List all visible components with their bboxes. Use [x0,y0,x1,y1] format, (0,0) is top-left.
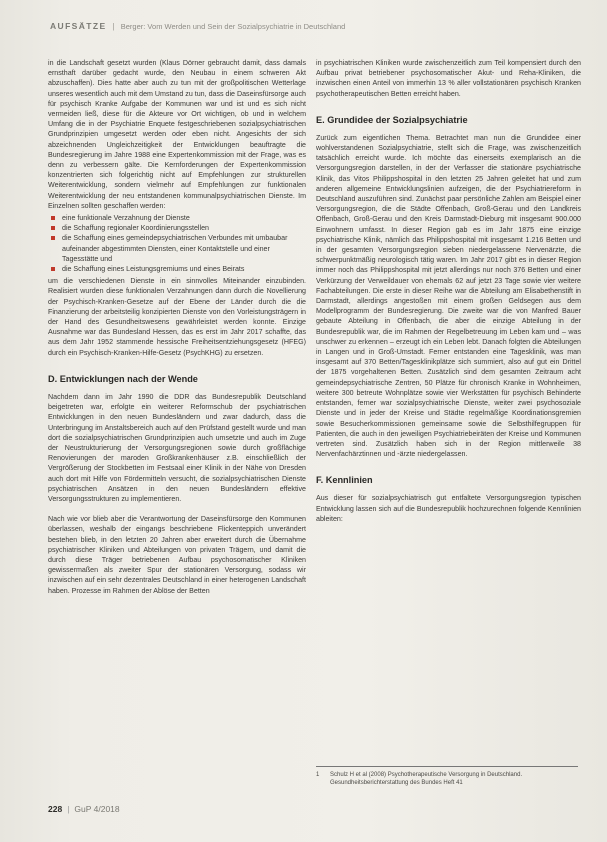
running-title: Berger: Vom Werden und Sein der Sozialpsychiatrie in Deutschland [120,22,346,31]
bullet-item: die Schaffung eines gemeindepsychiatrischen Verbundes mit umbaubar aufeinander abgestimmten Diensten, einer Kontaktstelle und einer Tagesstätte und [48,233,306,264]
left-column [48,58,306,596]
paragraph: in die Landschaft gesetzt wurden (Klaus Dörner gebraucht damit, dass damals ernsthaft darüber gedacht wurde, den Neubau in einem schweren Akt abzuschaffen). Dies hatte aber auch zu tun mit der großpolitischen Wetterlage unseres wesentlich auch mit dem Umstand zu tun, dass die Daseinsfürsorge auch für psychisch Kranke Aufgabe der Kommunen war und ist und es sich nicht vermeiden ließ, diese für die Akteure vor Ort wichtigen, ob und in welchem Umfang die in der Psychiatrie Enquete festgeschriebenen sozialpsychiatrischen Grundprinzipien umgesetzt werden oder eben nicht. Angesichts der sich abzeichnenden Ungleichzeitigkeit der Entwicklungen beauftragte die Bundesregierung im Jahre 1988 eine Expertenkommission mit der Frage, was es denn zu verbessern gälte. Die Kernforderungen der Expertenkommission konzentrierten sich folgerichtig nicht auf Empfehlungen zur strukturellen Weiterentwicklung, sondern vielmehr auf Empfehlungen zur funktionalen Weiterentwicklung der neu entstandenen kommunalpsychiatrischen Dienste. Im Einzelnen sollten geschaffen werden: [48,59,306,210]
page-number: 228 [48,804,63,814]
footnote-number: 1 [316,772,320,778]
paragraph: um die verschiedenen Dienste in ein sinnvolles Miteinander einzubinden. Realisiert wurden diese funktionalen Verzahnungen dann durch die Novellierung der Psychisch-Kranken-Gesetze auf der Ebene der Länder durch die die Finanzierung der arbeitsteilig konzipierten Dienste von den Vorleistungsträgern in der Hand des Gesundheitswesens gewährleistet werden konnte. Einzige Ausnahme war das Bundesland Hessen, das es erst im Jahr 2017 schaffte, das aus dem Jahr 1952 stammende hessische Freiheitsentziehungsgesetz (HFEG) durch ein Psychisch-Kranken-Hilfe-Gesetz (PsychKHG) zu ersetzen. [48,277,306,357]
journal-issue: GuP 4/2018 [74,804,120,814]
paragraph: in psychiatrischen Kliniken wurde zwischenzeitlich zum Teil kompensiert durch den Aufbau privat betriebener psychosomatischer Akut- und Reha-Kliniken, die inzwischen einen Anteil von immerhin 13 % aller vollstationären psychisch Kranken psychotherapeutischen Betten erreicht haben. [316,59,581,98]
footnote-text: Schulz H et al (2008) Psychotherapeutische Versorgung in Deutschland. Gesundheitsberichterstattung des Bundes Heft 41 [330,772,523,786]
footnote [316,771,578,787]
paragraph: Nach wie vor blieb aber die Verantwortung der Daseinsfürsorge den Kommunen überlassen, weshalb der eingangs beschriebene Flickenteppich unverändert bestehen blieb, in den letzten 20 Jahren aber erweitert durch die Übernahme psychiatrischer Kliniken und Abteilungen von privaten Trägern, und damit die durch diese Träger betriebenen Aufbau psychosomatischer Kliniken gewissermaßen als zweiter Spur der stationären Versorgung, sodass wir inzwischen auf ein sehr dezentrales Deutschland in einer heterogenen Landschaft haben. Prozesse im Rahmen der Ablöse der Betten [48,515,306,595]
paragraph: Zurück zum eigentlichen Thema. Betrachtet man nun die Grundidee einer wohlverstandenen Sozialpsychiatrie, stellt sich die Frage, was zwischenzeitlich tatsächlich erreicht wurde. Ich möchte das einerseits exemplarisch an die Versorgungsregion darstellen, in der der Verfasser die stationäre psychiatrische Klinik, das Vitos Philippshospital in den letzten 25 Jahren geleitet hat und zum anderen allgemeine Entwicklungslinien aufzeigen, die der Psychiatriereform in Deutschland auszuführen sind. Zunächst paar persönliche Zahlen am Beispiel einer Versorgungsregion, die die Städte Offenbach, Groß-Gerau und den Landkreis Offenbach, Groß-Gerau und den Kreis Darmstadt-Dieburg mit insgesamt 900.000 Einwohnern umfasst. In dieser Region gab es im Jahr 1875 eine einzige psychiatrische Klinik, nämlich das Philippshospital mit insgesamt 1.216 Betten und in der gesamten Versorgungsregion sieben niedergelassene Nervenärzte, die schwerpunktmäßig neurologisch tätig waren. Im Jahr 2017 gibt es in dieser Region immer noch das Philippshospital mit jetzt allerdings nur noch 376 Betten und einer Verkürzung der Verweildauer von ehemals 62 auf jetzt 23 Tage sowie vier weitere Fachabteilungen. Die erste in dieser Reihe war die Abteilung am Elisabethenstift in Darmstadt, allerdings angestoßen mit einem großen Geldsegen aus dem Modellprogramm der Bundesregierung. Die zweite war die von Manfred Bauer gebaute Abteilung in Offenbach, die aber die einzige Abteilung in der Bundesrepublik war, die im Rahmen der Regelbetreuung im Leben kam und – was unschwer zu erkennen – erzeugt ich ein Leben lebt. Danach folgten die Abteilungen in Langen und in Groß-Umstadt. Ferner entstanden eine Tagesklinik, was man insgesamt auf 370 Betten/Tagesklinikplätze sich summiert, also auf gut ein Drittel der 1875 vorgehaltenen Betten. Zusätzlich sind dem gesamten Zeitraum acht gemeindepsychiatrische Zentren, 50 Plätze für chronisch Kranke in Wohnheimen, weitere 300 betreute Wohnplätze sowie vier Werkstätten für psychisch Behinderte entstanden, ferner war sozialpsychiatrische Dienste, weiter zwei psychosoziale Dienste und in jeder der Kreise und Städte regelmäßige Koordinationsgremien sowie Besucherkommissionen gemeinsame sowie die Selbsthilfegruppen für Patienten, die auch in den jeweiligen Psychiatriebeiräten der Kreise und Kommunen vertreten sind. Zusätzlich haben sich in der Region mittlerweile 38 Nervenfachärztinnen und -ärzte niedergelassen. [316,133,581,459]
bullet-item: die Schaffung regionaler Koordinierungsstellen [48,223,306,233]
section-heading-f: F. Kennlinien [316,475,373,486]
paragraph: Aus dieser für sozialpsychiatrisch gut entfaltete Versorgungsregion typischen Entwicklung lassen sich auf die Bundesrepublik hochzurechnen folgende Kennlinien ableiten: [316,494,581,523]
bullet-item: die Schaffung eines Leistungsgremiums und eines Beirats [48,264,306,274]
paragraph: Nachdem dann im Jahr 1990 die DDR das Bundesrepublik Deutschland beigetreten war, erfolgte ein weiterer Reformschub der psychiatrischen Entwicklungen in den neuen Bundesländern und zwar dadurch, dass die Unterbringung im Anstaltsbereich auch auf den Prüfstand gestellt wurde und man dort die sozialpsychiatrischen Grundprinzipien auch umsetzte und auch im Zuge der Neustrukturierung der Versorgungsregionen sowie durch großflächige Renovierungen der maroden Großkrankenhäuser z.B. einschließlich der Vergrößerung der Stockbetten im Festsaal einer Klinik in der Nähe von Dresden auch dort mit Hilfe von Fördermitteln versucht, die sozialpsychiatrischen Dienste psychiatrischen Ansätzen in den neuen Bundesländern effektive Versorgungsstrukturen zu implementieren. [48,392,306,503]
section-heading-d: D. Entwicklungen nach der Wende [48,373,198,384]
right-column [316,58,581,524]
header-divider: | [112,21,115,31]
bullet-list [48,213,306,274]
section-label: AUFSÄTZE [50,21,107,31]
page-header [50,21,570,35]
page-footer [48,804,120,818]
footer-divider: | [67,804,70,814]
bullet-item: eine funktionale Verzahnung der Dienste [48,213,306,223]
section-heading-e: E. Grundidee der Sozialpsychiatrie [316,114,468,125]
footnotes [316,766,578,787]
